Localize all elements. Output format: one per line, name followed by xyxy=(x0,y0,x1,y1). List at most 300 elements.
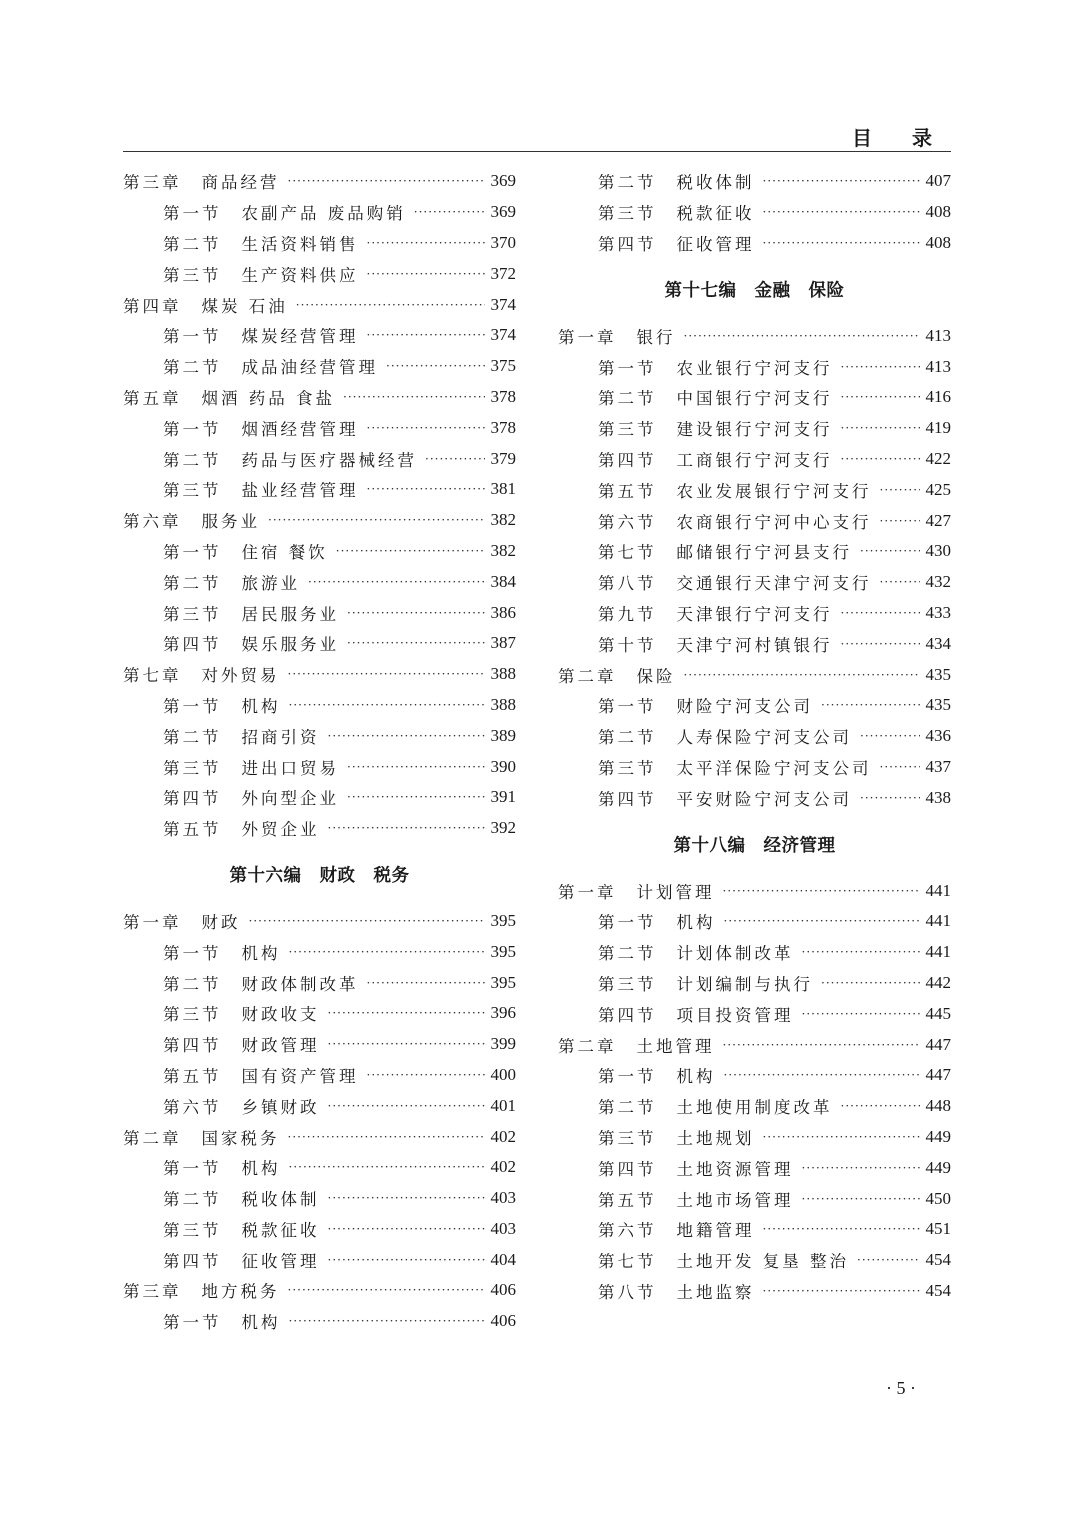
toc-chapter-entry[interactable] xyxy=(123,659,516,690)
toc-entry-page: 425 xyxy=(925,479,951,499)
toc-entry-label xyxy=(123,169,280,193)
toc-entry-number: 第七节 xyxy=(598,543,657,563)
toc-entry-number: 第三章 xyxy=(123,173,182,193)
toc-entry-number: 第一章 xyxy=(558,882,617,902)
toc-section-entry[interactable] xyxy=(123,967,516,998)
toc-entry-label xyxy=(123,1217,320,1241)
toc-entry-page: 388 xyxy=(490,694,516,714)
toc-entry-page: 369 xyxy=(490,171,516,191)
dot-leader xyxy=(802,1192,920,1206)
toc-entry-label xyxy=(123,940,281,964)
toc-entry-label xyxy=(123,508,260,532)
dot-leader xyxy=(880,760,920,774)
toc-section-entry[interactable] xyxy=(558,444,951,475)
dot-leader xyxy=(249,914,485,928)
toc-entry-number: 第三节 xyxy=(163,1220,222,1240)
toc-entry-label xyxy=(558,1248,849,1272)
toc-section-entry[interactable] xyxy=(123,474,516,505)
toc-entry-label xyxy=(123,323,359,347)
dot-leader xyxy=(367,1068,485,1082)
toc-entry-number: 第三节 xyxy=(163,604,222,624)
toc-section-entry[interactable] xyxy=(123,1060,516,1091)
toc-section-entry[interactable] xyxy=(123,813,516,844)
dot-leader xyxy=(841,360,920,374)
toc-chapter-entry[interactable] xyxy=(558,659,951,690)
toc-chapter-entry[interactable] xyxy=(558,875,951,906)
toc-entry-title: 机构 xyxy=(241,1159,281,1179)
toc-entry-number: 第一节 xyxy=(598,358,657,378)
toc-entry-number: 第一节 xyxy=(598,913,657,933)
toc-entry-number: 第四节 xyxy=(598,1159,657,1179)
toc-entry-label xyxy=(123,385,335,409)
toc-entry-label xyxy=(558,324,676,348)
toc-entry-page: 372 xyxy=(490,263,516,283)
toc-entry-page: 374 xyxy=(490,294,516,314)
toc-entry-number: 第一节 xyxy=(598,1067,657,1087)
toc-entry-page: 388 xyxy=(490,664,516,684)
page-number: · 5 · xyxy=(886,1378,916,1398)
dot-leader xyxy=(763,1284,920,1298)
toc-entry-title: 土地资源管理 xyxy=(676,1159,794,1179)
toc-entry-number: 第五节 xyxy=(163,820,222,840)
toc-entry-number: 第五章 xyxy=(123,388,182,408)
toc-entry-page: 435 xyxy=(925,664,951,684)
toc-section-entry[interactable] xyxy=(123,412,516,443)
toc-entry-title: 土地开发 复垦 整治 xyxy=(676,1252,849,1272)
toc-entry-label xyxy=(558,1033,715,1057)
toc-entry-label xyxy=(558,601,833,625)
dot-leader xyxy=(425,452,485,466)
toc-section-entry[interactable] xyxy=(558,505,951,536)
toc-entry-title: 财险宁河支公司 xyxy=(676,697,813,717)
toc-entry-number: 第三节 xyxy=(163,1005,222,1025)
toc-entry-number: 第六节 xyxy=(598,1221,657,1241)
toc-entry-label xyxy=(558,1094,833,1118)
toc-section-entry[interactable] xyxy=(123,782,516,813)
toc-entry-label xyxy=(123,662,280,686)
toc-entry-title: 土地监察 xyxy=(676,1282,755,1302)
toc-entry-title: 地籍管理 xyxy=(676,1221,755,1241)
toc-entry-number: 第三节 xyxy=(598,1128,657,1148)
toc-section-entry[interactable] xyxy=(558,1245,951,1276)
toc-section-entry[interactable] xyxy=(123,228,516,259)
toc-entry-number: 第二节 xyxy=(163,234,222,254)
toc-entry-title: 生产资料供应 xyxy=(241,265,359,285)
toc-entry-number: 第一章 xyxy=(123,912,182,932)
toc-chapter-entry[interactable] xyxy=(123,505,516,536)
toc-entry-label xyxy=(558,570,872,594)
toc-entry-label xyxy=(558,447,833,471)
toc-entry-title: 财政 xyxy=(201,912,241,932)
toc-section-entry[interactable] xyxy=(558,1152,951,1183)
toc-section-entry[interactable] xyxy=(123,566,516,597)
toc-entry-page: 437 xyxy=(925,756,951,776)
toc-section-entry[interactable] xyxy=(123,628,516,659)
toc-entry-title: 太平洋保险宁河支公司 xyxy=(676,758,872,778)
toc-entry-title: 药品与医疗器械经营 xyxy=(241,450,417,470)
toc-entry-title: 煤炭经营管理 xyxy=(241,327,359,347)
toc-entry-number: 第四节 xyxy=(598,789,657,809)
toc-entry-label xyxy=(558,231,755,255)
toc-section-entry[interactable] xyxy=(123,720,516,751)
dot-leader xyxy=(723,884,920,898)
toc-entry-page: 389 xyxy=(490,725,516,745)
toc-chapter-entry[interactable] xyxy=(558,1029,951,1060)
toc-entry-title: 土地管理 xyxy=(636,1036,715,1056)
dot-leader xyxy=(289,1160,485,1174)
toc-section-entry[interactable] xyxy=(123,1306,516,1337)
toc-entry-label xyxy=(558,200,755,224)
dot-leader xyxy=(347,760,485,774)
dot-leader xyxy=(841,1099,920,1113)
toc-entry-label xyxy=(558,755,872,779)
toc-entry-title: 保险 xyxy=(636,666,676,686)
toc-section-entry[interactable] xyxy=(558,536,951,567)
dot-leader xyxy=(763,1130,920,1144)
toc-chapter-entry[interactable] xyxy=(123,166,516,197)
toc-entry-number: 第二章 xyxy=(558,1036,617,1056)
dot-leader xyxy=(328,1006,485,1020)
toc-section-entry[interactable] xyxy=(558,598,951,629)
toc-entry-title: 农业发展银行宁河支行 xyxy=(676,481,872,501)
toc-entry-number: 第二节 xyxy=(598,1098,657,1118)
toc-entry-label xyxy=(558,509,872,533)
toc-entry-title: 地方税务 xyxy=(201,1282,280,1302)
toc-entry-title: 天津宁河村镇银行 xyxy=(676,635,833,655)
toc-entry-label xyxy=(123,816,320,840)
toc-section-entry[interactable] xyxy=(558,413,951,444)
toc-entry-number: 第三节 xyxy=(163,265,222,285)
toc-entry-label xyxy=(123,200,406,224)
toc-entry-number: 第一节 xyxy=(163,1313,222,1333)
toc-entry-title: 商品经营 xyxy=(201,173,280,193)
dot-leader xyxy=(296,298,485,312)
toc-section-entry[interactable] xyxy=(558,351,951,382)
dot-leader xyxy=(367,236,485,250)
toc-entry-label xyxy=(123,354,378,378)
toc-entry-page: 441 xyxy=(925,880,951,900)
toc-entry-title: 盐业经营管理 xyxy=(241,481,359,501)
toc-entry-title: 天津银行宁河支行 xyxy=(676,604,833,624)
toc-entry-number: 第二节 xyxy=(598,728,657,748)
toc-entry-title: 计划体制改革 xyxy=(676,944,794,964)
dot-leader xyxy=(328,1222,485,1236)
toc-section-entry[interactable] xyxy=(123,690,516,721)
dot-leader xyxy=(347,606,485,620)
dot-leader xyxy=(288,174,485,188)
toc-chapter-entry[interactable] xyxy=(123,906,516,937)
toc-entry-page: 430 xyxy=(925,541,951,561)
toc-section-entry[interactable] xyxy=(558,1214,951,1245)
toc-entry-title: 税收体制 xyxy=(241,1190,320,1210)
toc-section-entry[interactable] xyxy=(123,751,516,782)
toc-section-entry[interactable] xyxy=(558,782,951,813)
dot-leader xyxy=(684,668,920,682)
toc-entry-title: 招商引资 xyxy=(241,727,320,747)
toc-entry-page: 382 xyxy=(490,510,516,530)
toc-entry-title: 征收管理 xyxy=(676,234,755,254)
toc-entry-number: 第一节 xyxy=(163,327,222,347)
toc-entry-number: 第二节 xyxy=(163,974,222,994)
dot-leader xyxy=(860,544,920,558)
toc-section-entry[interactable] xyxy=(123,1214,516,1245)
toc-section-entry[interactable] xyxy=(558,197,951,228)
toc-entry-title: 成品油经营管理 xyxy=(241,358,378,378)
toc-entry-title: 对外贸易 xyxy=(201,666,280,686)
dot-leader xyxy=(841,637,920,651)
toc-entry-number: 第七章 xyxy=(123,666,182,686)
dot-leader xyxy=(308,575,485,589)
dot-leader xyxy=(763,1222,920,1236)
toc-entry-page: 438 xyxy=(925,787,951,807)
toc-section-entry[interactable] xyxy=(123,258,516,289)
toc-entry-label xyxy=(123,631,339,655)
toc-entry-label xyxy=(123,231,359,255)
toc-entry-page: 451 xyxy=(925,1219,951,1239)
toc-entry-label xyxy=(558,693,813,717)
toc-entry-title: 进出口贸易 xyxy=(241,758,339,778)
toc-entry-title: 娱乐服务业 xyxy=(241,635,339,655)
toc-entry-label xyxy=(123,724,320,748)
dot-leader xyxy=(336,544,485,558)
toc-entry-number: 第五节 xyxy=(598,1190,657,1210)
toc-section-entry[interactable] xyxy=(123,1152,516,1183)
toc-entry-label xyxy=(558,879,715,903)
toc-section-entry[interactable] xyxy=(558,628,951,659)
toc-entry-number: 第四节 xyxy=(598,234,657,254)
toc-entry-title: 建设银行宁河支行 xyxy=(676,420,833,440)
toc-entry-title: 土地使用制度改革 xyxy=(676,1098,833,1118)
toc-section-entry[interactable] xyxy=(558,721,951,752)
toc-section-entry[interactable] xyxy=(123,597,516,628)
toc-entry-page: 392 xyxy=(490,818,516,838)
toc-section-entry[interactable] xyxy=(558,567,951,598)
toc-entry-label xyxy=(123,1155,281,1179)
toc-entry-label xyxy=(558,1279,755,1303)
toc-section-entry[interactable] xyxy=(123,320,516,351)
toc-entry-label xyxy=(558,1187,794,1211)
toc-chapter-entry[interactable] xyxy=(123,1275,516,1306)
dot-leader xyxy=(724,914,920,928)
toc-entry-number: 第八节 xyxy=(598,1282,657,1302)
toc-section-entry[interactable] xyxy=(558,1060,951,1091)
toc-section-entry[interactable] xyxy=(558,752,951,783)
toc-chapter-entry[interactable] xyxy=(123,1121,516,1152)
toc-section-entry[interactable] xyxy=(558,998,951,1029)
toc-section-entry[interactable] xyxy=(123,1029,516,1060)
toc-entry-page: 378 xyxy=(490,417,516,437)
toc-section-entry[interactable] xyxy=(558,968,951,999)
toc-entry-number: 第一章 xyxy=(558,327,617,347)
toc-chapter-entry[interactable] xyxy=(123,289,516,320)
toc-section-entry[interactable] xyxy=(558,228,951,259)
dot-leader xyxy=(857,1253,920,1267)
toc-entry-number: 第三节 xyxy=(163,758,222,778)
toc-section-entry[interactable] xyxy=(558,690,951,721)
toc-entry-page: 435 xyxy=(925,695,951,715)
toc-entry-number: 第二章 xyxy=(123,1128,182,1148)
toc-entry-number: 第四节 xyxy=(598,450,657,470)
toc-entry-title: 机构 xyxy=(241,1313,281,1333)
toc-entry-label xyxy=(123,1309,281,1333)
toc-section-entry[interactable] xyxy=(123,536,516,567)
toc-entry-title: 工商银行宁河支行 xyxy=(676,450,833,470)
toc-entry-page: 448 xyxy=(925,1096,951,1116)
toc-entry-number: 第六节 xyxy=(163,1097,222,1117)
toc-entry-number: 第二章 xyxy=(558,666,617,686)
toc-entry-title: 计划管理 xyxy=(636,882,715,902)
toc-section-entry[interactable] xyxy=(123,1090,516,1121)
toc-entry-number: 第四章 xyxy=(123,296,182,316)
toc-entry-number: 第六节 xyxy=(598,512,657,532)
toc-entry-number: 第三节 xyxy=(598,974,657,994)
toc-entry-page: 406 xyxy=(490,1280,516,1300)
toc-entry-page: 454 xyxy=(925,1250,951,1270)
toc-section-entry[interactable] xyxy=(558,1276,951,1307)
toc-entry-number: 第三节 xyxy=(598,758,657,778)
toc-entry-page: 402 xyxy=(490,1126,516,1146)
toc-entry-page: 387 xyxy=(490,633,516,653)
toc-entry-title: 煤炭 石油 xyxy=(201,296,288,316)
toc-section-entry[interactable] xyxy=(558,1091,951,1122)
toc-entry-label xyxy=(123,293,288,317)
toc-entry-number: 第五节 xyxy=(163,1066,222,1086)
toc-entry-page: 406 xyxy=(490,1311,516,1331)
part-heading: 第十八编 经济管理 xyxy=(673,835,836,856)
toc-entry-title: 外向型企业 xyxy=(241,789,339,809)
dot-leader xyxy=(367,267,485,281)
toc-section-entry[interactable] xyxy=(558,474,951,505)
toc-section-entry[interactable] xyxy=(558,1183,951,1214)
toc-section-entry[interactable] xyxy=(123,998,516,1029)
toc-entry-page: 369 xyxy=(490,202,516,222)
toc-entry-number: 第一节 xyxy=(163,419,222,439)
toc-entry-title: 住宿 餐饮 xyxy=(241,542,328,562)
toc-entry-number: 第一节 xyxy=(598,697,657,717)
dot-leader xyxy=(288,1130,485,1144)
toc-section-entry[interactable] xyxy=(123,1183,516,1214)
toc-entry-page: 384 xyxy=(490,571,516,591)
toc-entry-title: 农副产品 废品购销 xyxy=(241,204,406,224)
toc-entry-label xyxy=(123,1278,280,1302)
toc-entry-page: 445 xyxy=(925,1003,951,1023)
toc-entry-page: 416 xyxy=(925,387,951,407)
toc-entry-label xyxy=(123,1248,320,1272)
toc-entry-page: 436 xyxy=(925,726,951,746)
toc-section-entry[interactable] xyxy=(123,1244,516,1275)
dot-leader xyxy=(841,452,920,466)
toc-entry-number: 第二节 xyxy=(598,173,657,193)
toc-entry-title: 外贸企业 xyxy=(241,820,320,840)
toc-section-entry[interactable] xyxy=(123,936,516,967)
toc-entry-label xyxy=(123,1032,320,1056)
dot-leader xyxy=(802,1161,920,1175)
toc-entry-label xyxy=(123,539,328,563)
dot-leader xyxy=(821,976,920,990)
toc-entry-number: 第一节 xyxy=(163,696,222,716)
toc-entry-page: 408 xyxy=(925,232,951,252)
toc-left-column xyxy=(123,166,516,1337)
toc-entry-title: 机构 xyxy=(241,943,281,963)
toc-section-entry[interactable] xyxy=(123,443,516,474)
toc-entry-label xyxy=(558,1217,755,1241)
toc-entry-number: 第十节 xyxy=(598,635,657,655)
toc-entry-title: 财政管理 xyxy=(241,1036,320,1056)
toc-entry-number: 第二节 xyxy=(163,450,222,470)
toc-entry-page: 379 xyxy=(490,448,516,468)
toc-entry-title: 项目投资管理 xyxy=(676,1005,794,1025)
toc-entry-number: 第七节 xyxy=(598,1252,657,1272)
toc-entry-label xyxy=(558,786,852,810)
toc-entry-label xyxy=(558,940,794,964)
toc-entry-label xyxy=(558,416,833,440)
dot-leader xyxy=(367,482,485,496)
toc-chapter-entry[interactable] xyxy=(123,382,516,413)
toc-chapter-entry[interactable] xyxy=(558,320,951,351)
dot-leader xyxy=(328,821,485,835)
dot-leader xyxy=(802,945,920,959)
toc-entry-page: 395 xyxy=(490,972,516,992)
toc-entry-label xyxy=(123,416,359,440)
toc-section-entry[interactable] xyxy=(123,197,516,228)
dot-leader xyxy=(347,636,485,650)
toc-section-entry[interactable] xyxy=(558,166,951,197)
toc-entry-label xyxy=(558,1125,755,1149)
toc-entry-title: 农业银行宁河支行 xyxy=(676,358,833,378)
toc-section-entry[interactable] xyxy=(558,937,951,968)
toc-entry-label xyxy=(558,909,716,933)
toc-entry-label xyxy=(558,169,755,193)
toc-entry-page: 441 xyxy=(925,911,951,931)
toc-entry-number: 第一节 xyxy=(163,204,222,224)
toc-entry-title: 土地市场管理 xyxy=(676,1190,794,1210)
toc-entry-page: 454 xyxy=(925,1280,951,1300)
toc-entry-page: 382 xyxy=(490,540,516,560)
dot-leader xyxy=(880,575,920,589)
dot-leader xyxy=(288,1283,485,1297)
toc-entry-number: 第二节 xyxy=(163,727,222,747)
toc-entry-title: 国家税务 xyxy=(201,1128,280,1148)
toc-section-entry[interactable] xyxy=(558,382,951,413)
toc-entry-number: 第四节 xyxy=(163,635,222,655)
toc-entry-number: 第三节 xyxy=(598,420,657,440)
toc-section-entry[interactable] xyxy=(558,1122,951,1153)
toc-entry-number: 第五节 xyxy=(598,481,657,501)
toc-entry-title: 财政体制改革 xyxy=(241,974,359,994)
toc-section-entry[interactable] xyxy=(558,906,951,937)
dot-leader xyxy=(328,1037,485,1051)
toc-entry-label xyxy=(558,1002,794,1026)
toc-entry-title: 机构 xyxy=(676,913,716,933)
toc-entry-page: 432 xyxy=(925,572,951,592)
toc-entry-title: 中国银行宁河支行 xyxy=(676,389,833,409)
toc-entry-page: 395 xyxy=(490,941,516,961)
toc-entry-page: 400 xyxy=(490,1064,516,1084)
toc-entry-page: 381 xyxy=(490,479,516,499)
dot-leader xyxy=(386,359,485,373)
toc-entry-number: 第九节 xyxy=(598,604,657,624)
toc-entry-page: 402 xyxy=(490,1157,516,1177)
toc-entry-label xyxy=(558,385,833,409)
dot-leader xyxy=(860,791,920,805)
toc-entry-page: 390 xyxy=(490,756,516,776)
toc-entry-title: 交通银行天津宁河支行 xyxy=(676,574,872,594)
toc-entry-page: 442 xyxy=(925,972,951,992)
dot-leader xyxy=(414,205,485,219)
toc-entry-label xyxy=(123,1186,320,1210)
dot-leader xyxy=(328,1099,485,1113)
toc-section-entry[interactable] xyxy=(123,351,516,382)
